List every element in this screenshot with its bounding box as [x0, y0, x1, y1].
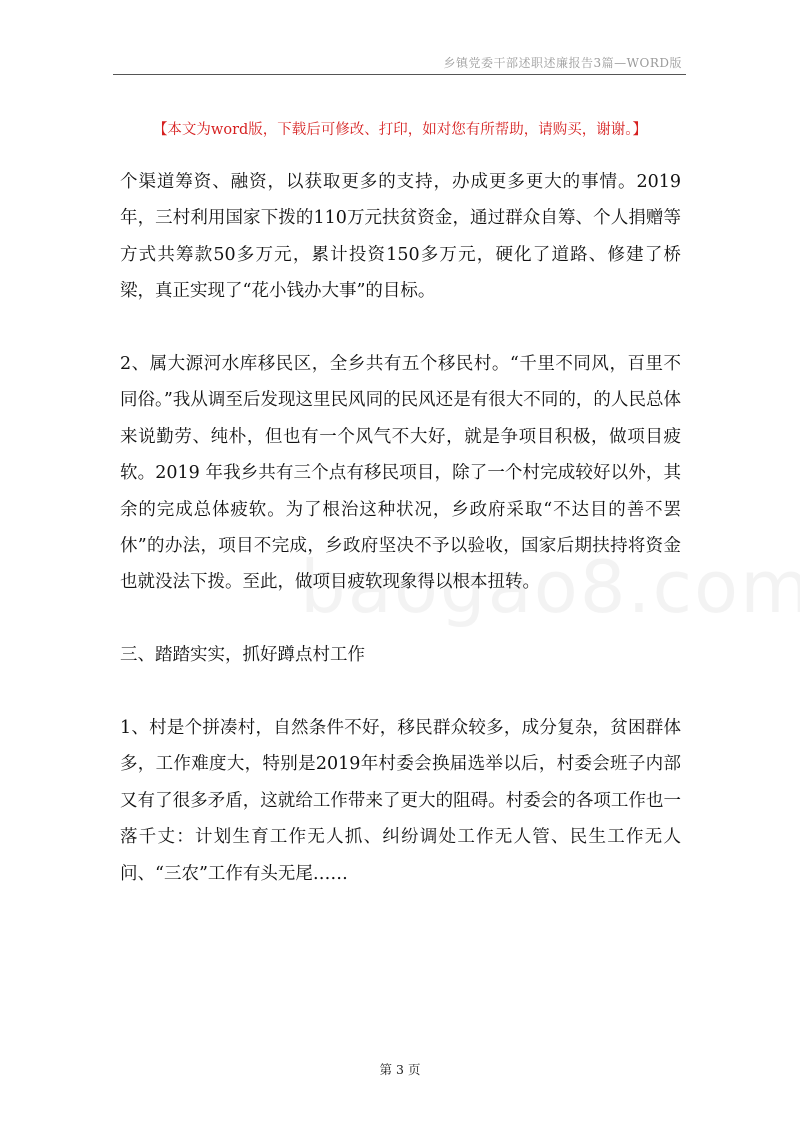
section-heading: 三、踏踏实实，抓好蹲点村工作 [120, 645, 365, 666]
document-body [120, 164, 681, 892]
paragraph-gap [120, 674, 681, 710]
paragraph-funding: 个渠道筹资、融资，以获取更多的支持，办成更多更大的事情。2019年，三村利用国家下拨的110万元扶贫资金，通过群众自筹、个人捐赠等方式共筹款50多万元，累计投资150多万元，硬化了道路、修建了桥梁，真正实现了“花小钱办大事”的目标。 [120, 172, 681, 302]
paragraph-gap [120, 310, 681, 346]
paragraph-gap [120, 601, 681, 637]
paragraph-village-work: 1、村是个拼凑村，自然条件不好，移民群众较多，成分复杂，贫困群体多，工作难度大，特别是2019年村委会换届选举以后，村委会班子内部又有了很多矛盾，这就给工作带来了更大的阻碍。村委会的各项工作也一落千丈：计划生育工作无人抓、纠纷调处工作无人管、民生工作无人问、“三农”工作有头无尾…… [120, 718, 681, 884]
header-divider [113, 74, 686, 75]
page-header-title: 乡镇党委干部述职述廉报告3篇—WORD版 [443, 56, 682, 70]
paragraph-migrant-villages: 2、属大源河水库移民区，全乡共有五个移民村。“千里不同风，百里不同俗。”我从调至后发现这里民风同的民风还是有很大不同的，的人民总体来说勤劳、纯朴，但也有一个风气不大好，就是争项目积极，做项目疲软。2019 年我乡共有三个点有移民项目，除了一个村完成较好以外，其余的完成总体疲软。为了根治这种状况，乡政府采取“不达目的善不罢休”的办法，项目不完成，乡政府坚决不予以验收，国家后期扶持将资金也就没法下拨。至此，做项目疲软现象得以根本扭转。 [120, 354, 681, 593]
download-notice: 【本文为word版，下载后可修改、打印，如对您有所帮助，请购买，谢谢。】 [152, 122, 648, 138]
page-number: 第 3 页 [379, 1062, 421, 1077]
